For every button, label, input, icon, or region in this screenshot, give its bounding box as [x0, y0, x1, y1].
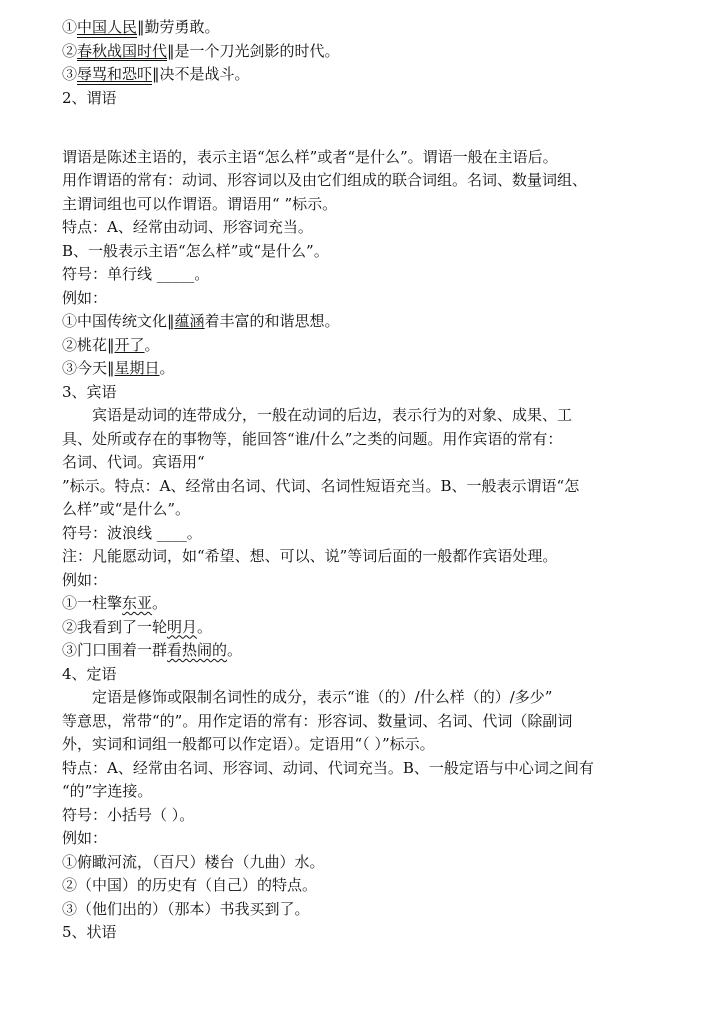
object-example-3 [62, 639, 657, 663]
predicate-marked: 开了 [114, 335, 145, 354]
attributive-desc-line: “的”字连接。 [62, 782, 153, 800]
example-rest: ‖是一个刀光剑影的时代。 [167, 41, 340, 60]
object-note: 注：凡能愿动词，如“希望、想、可以、说”等词后面的一般都作宾语处理。 [62, 547, 558, 565]
example-before: 桃花‖ [77, 335, 115, 354]
section-heading-object: 3、宾语 [62, 382, 117, 401]
example-number: ① [62, 18, 78, 36]
object-marked: 看热闹的 [167, 641, 228, 659]
example-number: ③ [62, 641, 78, 659]
object-example-1 [62, 592, 657, 616]
section-heading-adverbial: 5、状语 [62, 923, 117, 941]
object-desc-line: ”标示。特点：A、经常由名词、代词、名词性短语充当。B、一般表示谓语“怎 [62, 476, 580, 495]
example-before: 今天‖ [77, 359, 115, 377]
predicate-feature-a: 特点：A、经常由动词、形容词充当。 [62, 218, 313, 236]
example-number: ① [62, 594, 78, 612]
example-number: ③ [62, 65, 78, 83]
predicate-marked: 蕴涵 [174, 312, 205, 330]
example-after: 着丰富的和谐思想。 [204, 312, 340, 330]
example-rest: ‖决不是战斗。 [152, 65, 250, 83]
attributive-desc-line: 特点：A、经常由名词、形容词、动词、代词充当。B、一般定语与中心词之间有 [62, 758, 594, 777]
predicate-example-intro: 例如： [62, 288, 108, 307]
example-before: 我看到了一轮 [77, 617, 168, 636]
example-after: 。 [152, 594, 168, 612]
subject-example-2 [62, 40, 657, 64]
predicate-marked: 星期日 [114, 359, 160, 377]
subject-example-1 [62, 16, 657, 40]
example-after: 。 [197, 617, 213, 636]
subject-marked: 中国人民 [77, 18, 138, 36]
predicate-feature-b: B、一般表示主语“怎么样”或“是什么”。 [62, 241, 329, 260]
example-number: ② [62, 335, 78, 354]
object-desc-line: 宾语是动词的连带成分，一般在动词的后边，表示行为的对象、成果、工 [92, 406, 573, 424]
subject-example-3 [62, 63, 657, 87]
subject-marked: 春秋战国时代 [77, 41, 168, 60]
predicate-symbol: 符号：单行线 _____。 [62, 265, 210, 283]
subject-marked: 辱骂和恐吓 [77, 65, 153, 83]
object-desc-line: 具、处所或存在的事物等，能回答“谁/什么”之类的问题。用作宾语的常有： [62, 429, 563, 448]
attributive-desc-line: 等意思，常带“的”。用作定语的常有：形容词、数量词、名词、代词（除副词 [62, 711, 573, 730]
spacer [62, 134, 657, 146]
attributive-example-intro: 例如： [62, 829, 108, 847]
object-marked: 明月 [167, 617, 198, 636]
object-example-2 [62, 616, 657, 640]
predicate-example-3 [62, 357, 657, 381]
attributive-desc-line: 定语是修饰或限制名词性的成分，表示“谁（的）/什么样（的）/多少” [92, 688, 553, 706]
section-heading-predicate: 2、谓语 [62, 88, 117, 107]
attributive-example-3: ③（他们出的）（那本）书我买到了。 [62, 899, 310, 918]
object-example-intro: 例如： [62, 570, 108, 589]
example-number: ② [62, 617, 78, 636]
predicate-desc-line: 用作谓语的常有：动词、形容词以及由它们组成的联合词组。名词、数量词组、 [62, 171, 588, 189]
example-after: 。 [227, 641, 243, 659]
attributive-example-2: ②（中国）的历史有（自己）的特点。 [62, 876, 318, 894]
spacer [62, 110, 657, 134]
example-before: 门口围着一群 [77, 641, 168, 659]
predicate-desc-line: 主谓词组也可以作谓语。谓语用“ ”标示。 [62, 194, 338, 213]
predicate-example-2 [62, 334, 657, 358]
object-symbol: 符号：波浪线 ____。 [62, 523, 202, 542]
example-before: 一柱擎 [77, 594, 123, 612]
example-rest: ‖勤劳勇敢。 [137, 18, 220, 36]
attributive-example-1: ①俯瞰河流，（百尺）楼台（九曲）水。 [62, 852, 325, 871]
attributive-desc-line: 外，实词和词组一般都可以作定语）。定语用“（ ）”标示。 [62, 735, 435, 753]
attributive-symbol: 符号：小括号（ ）。 [62, 805, 195, 824]
document-page [62, 16, 657, 945]
example-number: ② [62, 41, 78, 60]
section-heading-attributive: 4、定语 [62, 664, 117, 683]
predicate-example-1 [62, 310, 657, 334]
object-desc-line: 名词、代词。宾语用“ [62, 453, 205, 471]
example-before: 中国传统文化‖ [77, 312, 175, 330]
example-number: ① [62, 312, 78, 330]
example-after: 。 [159, 359, 175, 377]
object-marked: 东亚 [122, 594, 153, 612]
object-desc-line: 么样”或“是什么”。 [62, 500, 191, 518]
example-number: ③ [62, 359, 78, 377]
example-after: 。 [144, 335, 160, 354]
predicate-desc-line: 谓语是陈述主语的，表示主语“怎么样”或者“是什么”。谓语一般在主语后。 [62, 147, 558, 166]
